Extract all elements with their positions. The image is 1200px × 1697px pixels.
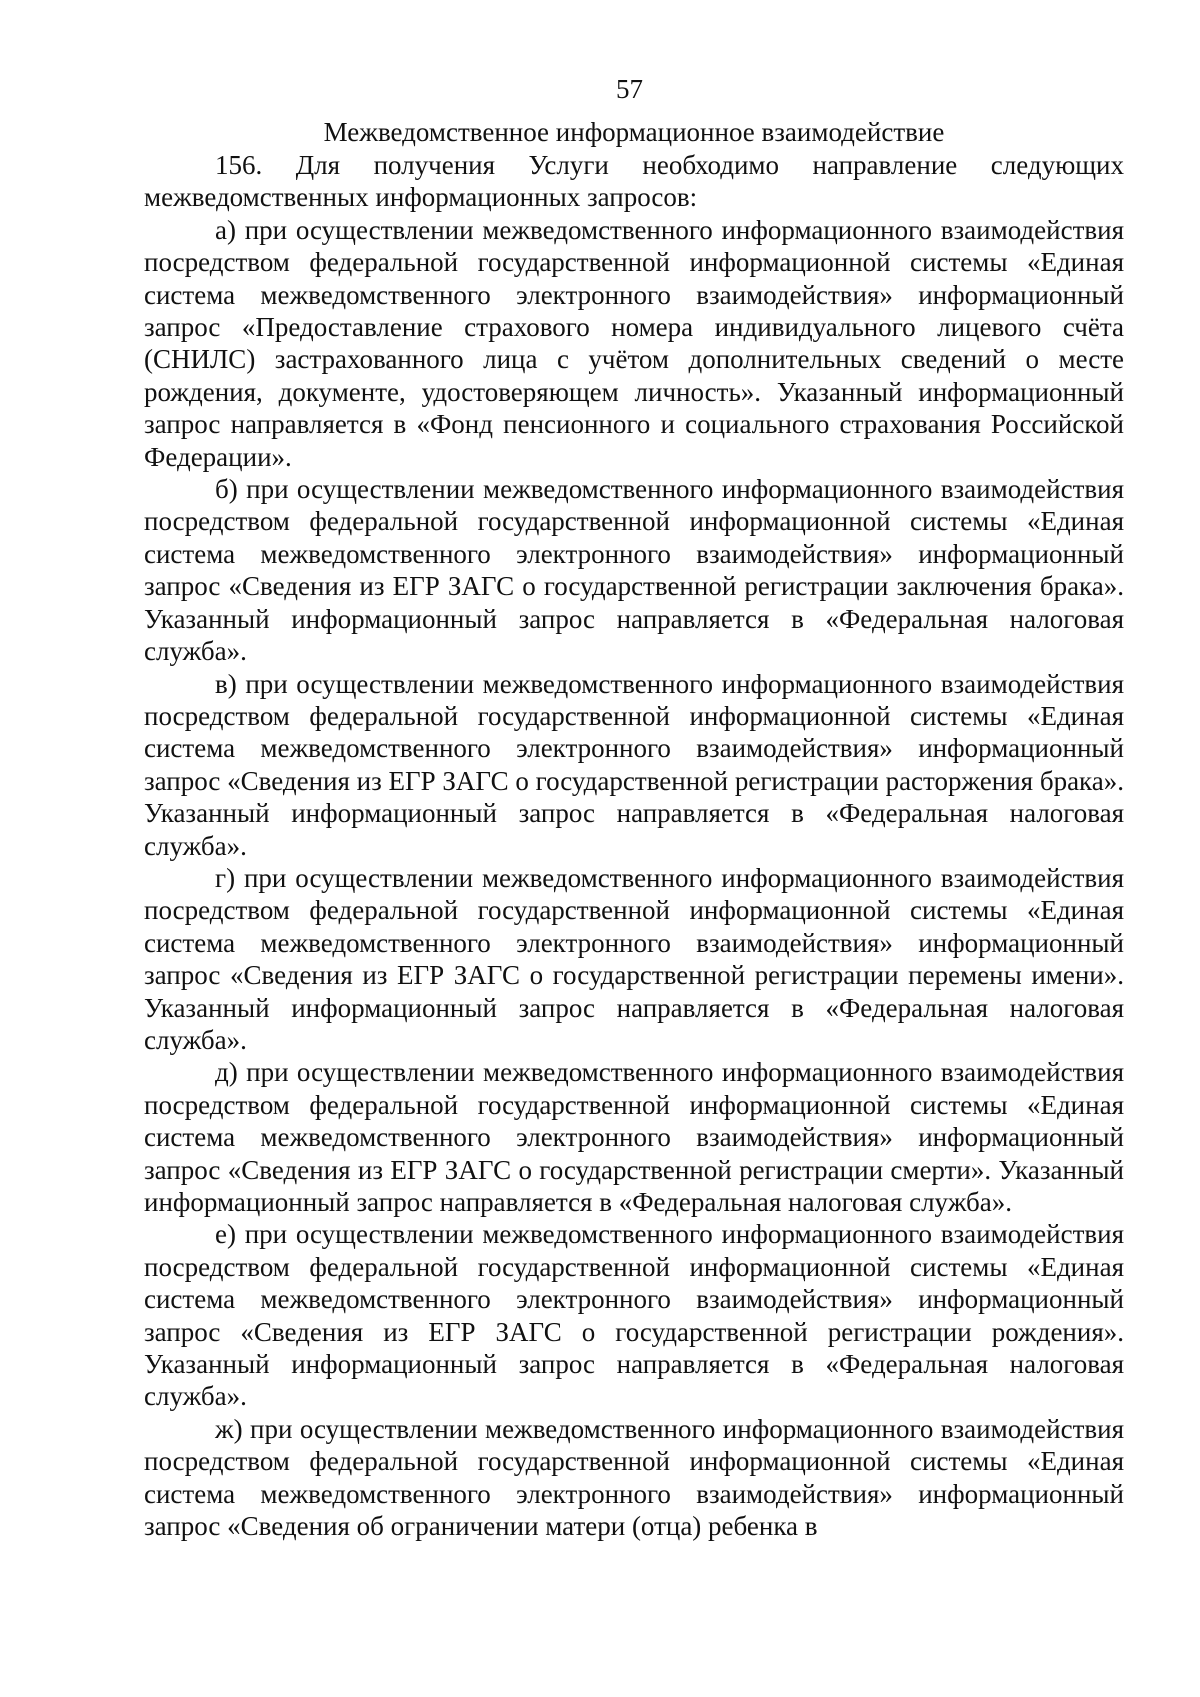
paragraph-item-g: г) при осуществлении межведомственного информационного взаимодействия посредством федеральной государственной информационной системы «Единая система межведомственного электронного взаимодействия» информационный запрос «Сведения из ЕГР ЗАГС о государственной регистрации перемены имени». Указанный информационный запрос направляется в «Федеральная налоговая служба». — [144, 862, 1124, 1055]
document-body — [144, 149, 1124, 1542]
page-number: 57 — [616, 74, 643, 104]
paragraph-item-zh: ж) при осуществлении межведомственного информационного взаимодействия посредством федеральной государственной информационной системы «Единая система межведомственного электронного взаимодействия» информационный запрос «Сведения об ограничении матери (отца) ребенка в — [144, 1413, 1124, 1542]
paragraph-item-e: е) при осуществлении межведомственного информационного взаимодействия посредством федеральной государственной информационной системы «Единая система межведомственного электронного взаимодействия» информационный запрос «Сведения из ЕГР ЗАГС о государственной регистрации рождения». Указанный информационный запрос направляется в «Федеральная налоговая служба». — [144, 1219, 1124, 1412]
section-title: Межведомственное информационное взаимодействие — [323, 117, 945, 147]
paragraph-item-v: в) при осуществлении межведомственного информационного взаимодействия посредством федеральной государственной информационной системы «Единая система межведомственного электронного взаимодействия» информационный запрос «Сведения из ЕГР ЗАГС о государственной регистрации расторжения брака». Указанный информационный запрос направляется в «Федеральная налоговая служба». — [144, 668, 1124, 861]
paragraph-item-a: а) при осуществлении межведомственного информационного взаимодействия посредством федеральной государственной информационной системы «Единая система межведомственного электронного взаимодействия» информационный запрос «Предоставление страхового номера индивидуального лицевого счёта (СНИЛС) застрахованного лица с учётом дополнительных сведений о месте рождения, документе, удостоверяющем личность». Указанный информационный запрос направляется в «Фонд пенсионного и социального страхования Российской Федерации». — [144, 214, 1124, 472]
paragraph-item-b: б) при осуществлении межведомственного информационного взаимодействия посредством федеральной государственной информационной системы «Единая система межведомственного электронного взаимодействия» информационный запрос «Сведения из ЕГР ЗАГС о государственной регистрации заключения брака». Указанный информационный запрос направляется в «Федеральная налоговая служба». — [144, 474, 1124, 667]
paragraph-156: 156. Для получения Услуги необходимо направление следующих межведомственных информационных запросов: — [144, 150, 1124, 213]
paragraph-item-d: д) при осуществлении межведомственного информационного взаимодействия посредством федеральной государственной информационной системы «Единая система межведомственного электронного взаимодействия» информационный запрос «Сведения из ЕГР ЗАГС о государственной регистрации смерти». Указанный информационный запрос направляется в «Федеральная налоговая служба». — [144, 1057, 1124, 1217]
